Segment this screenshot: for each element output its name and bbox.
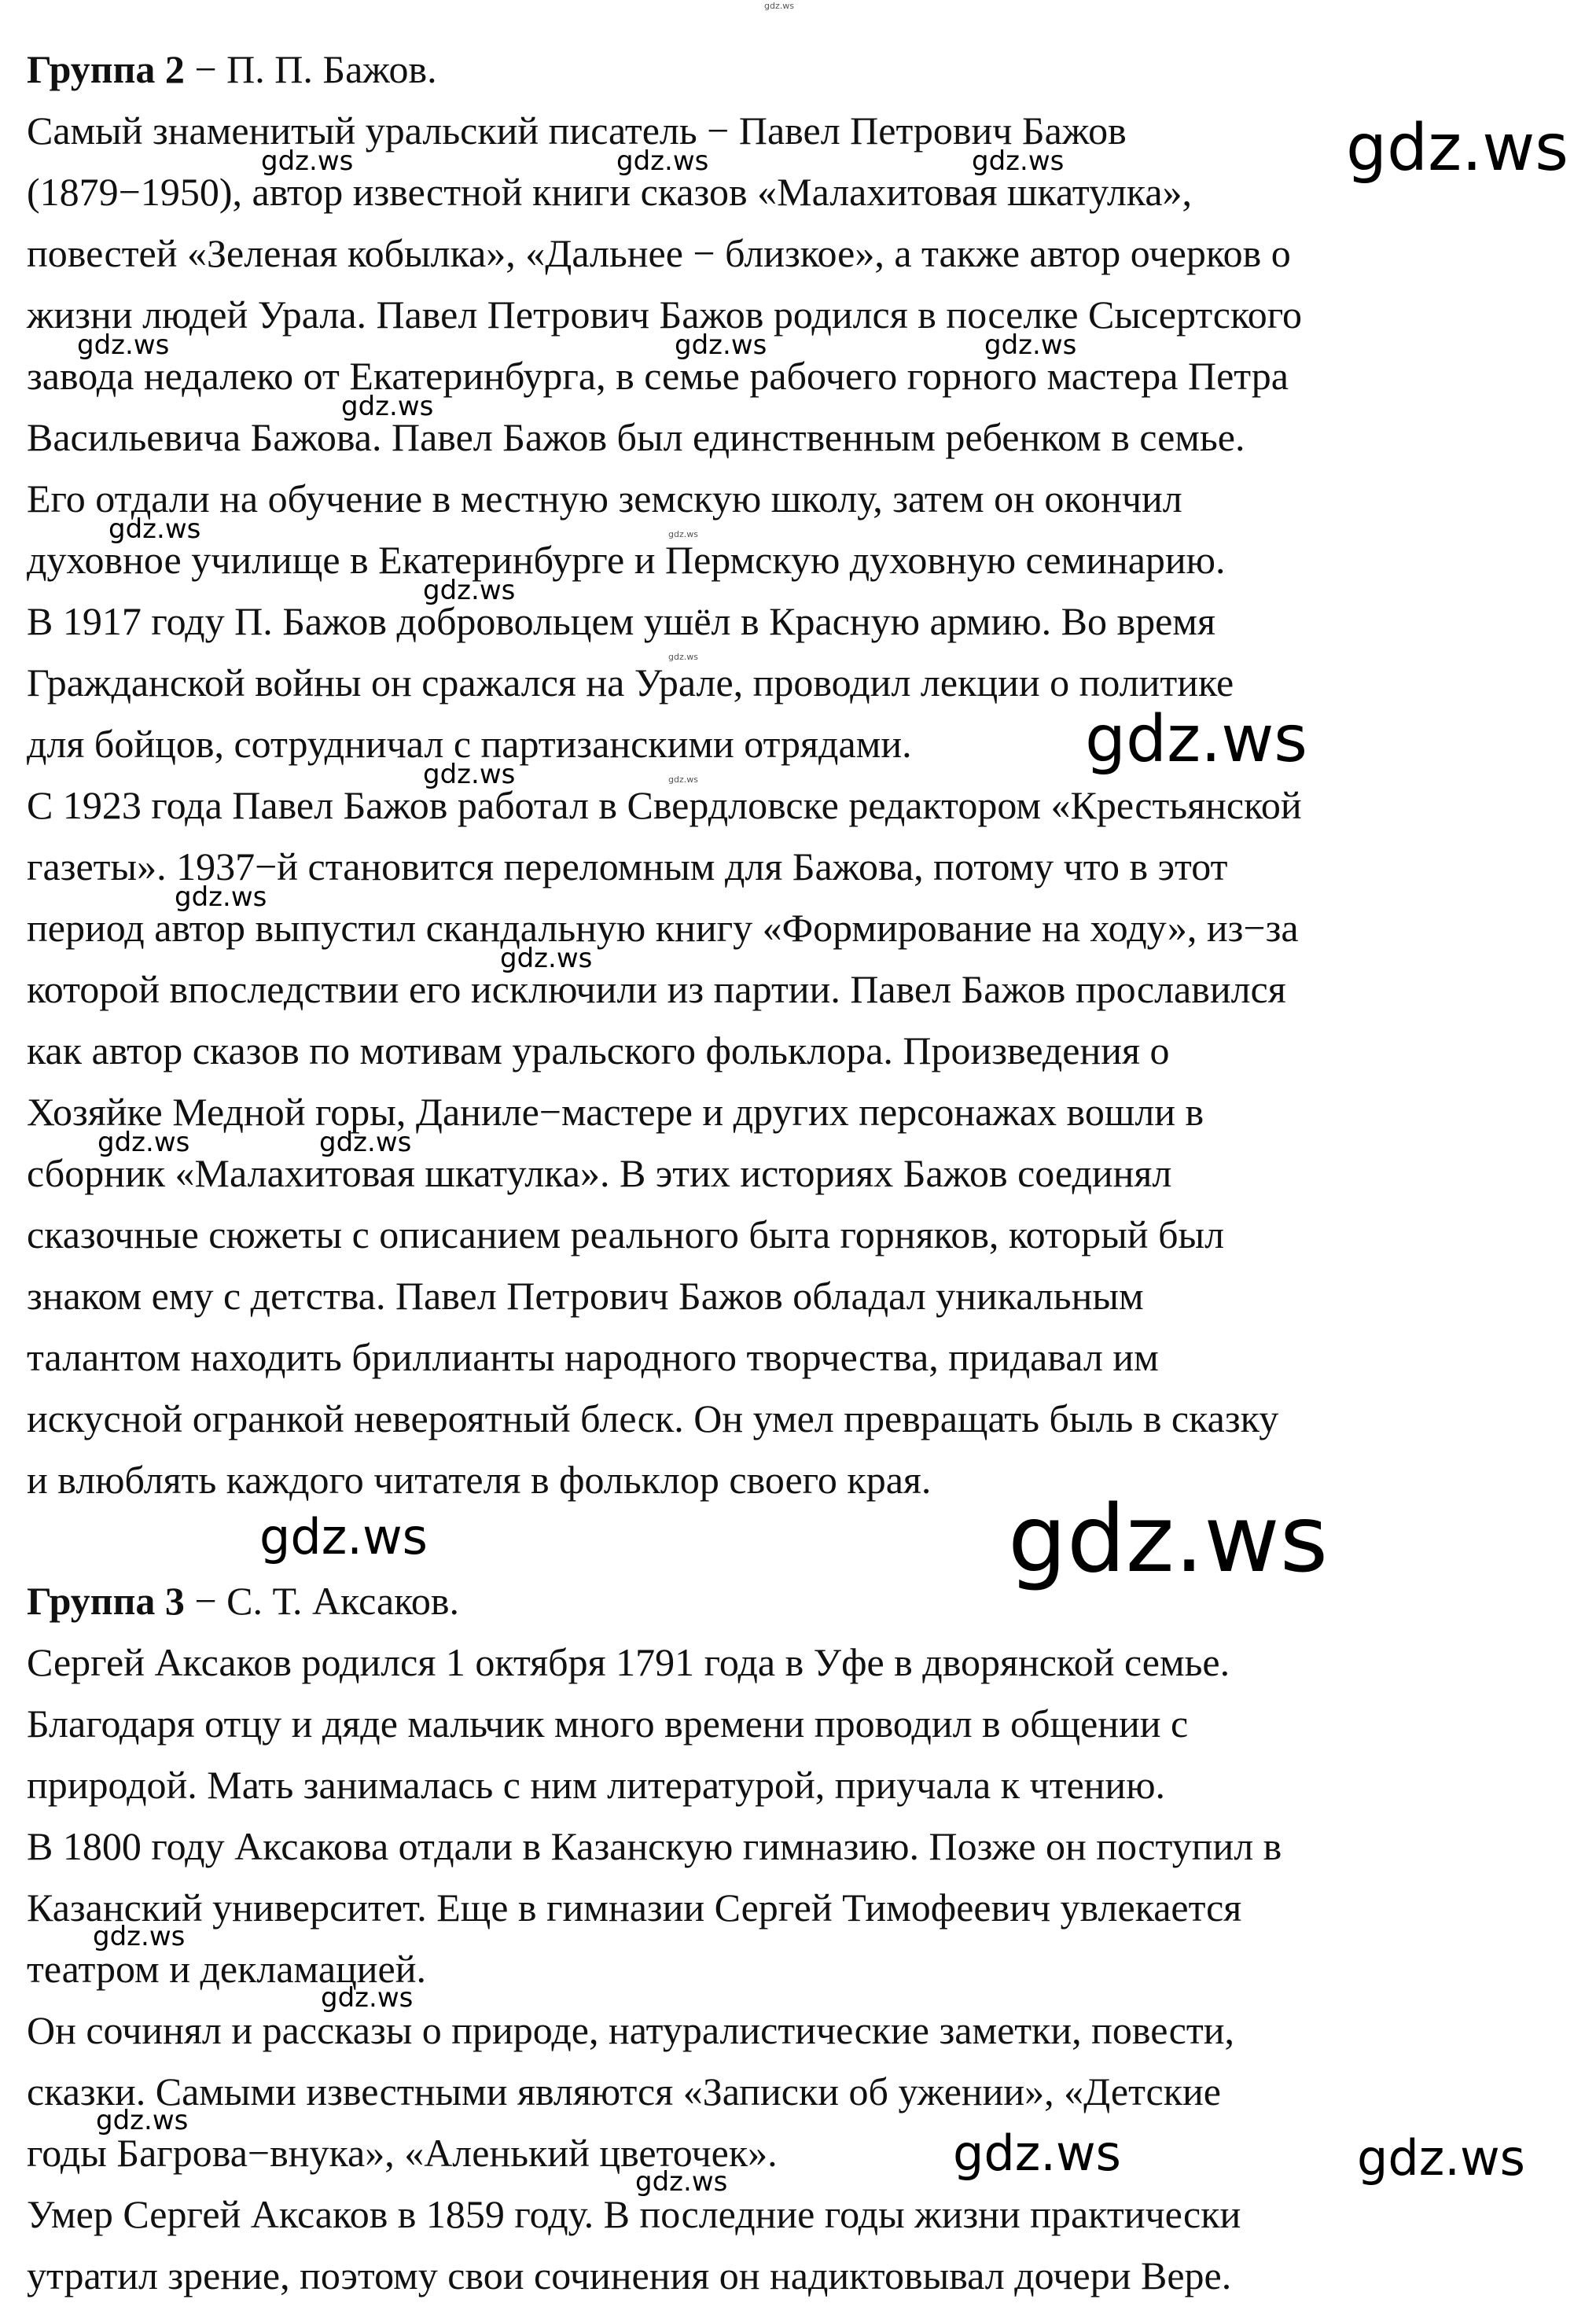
watermark: gdz.ws [500, 943, 593, 974]
watermark: gdz.ws [675, 329, 767, 361]
group2-line: искусной огранкой невероятный блеск. Он умел превращать быль в сказку [27, 1396, 1279, 1440]
watermark: gdz.ws [972, 145, 1065, 177]
group2-line: Его отдали на обучение в местную земскую школу, затем он окончил [27, 476, 1182, 521]
watermark: gdz.ws [259, 1508, 428, 1565]
group2-line: Самый знаменитый уральский писатель − Павел Петрович Бажов [27, 109, 1127, 153]
group3-line: утратил зрение, поэтому свои сочинения он надиктовывал дочери Вере. [27, 2253, 1232, 2297]
group3-heading [27, 1577, 459, 1624]
group3-heading-bold: Группа 3 [27, 1579, 185, 1623]
group2-line: С 1923 года Павел Бажов работал в Свердловске редактором «Крестьянской [27, 783, 1302, 827]
group2-line: завода недалеко от Екатеринбурга, в семье рабочего горного мастера Петра [27, 354, 1289, 398]
watermark: gdz.ws [77, 329, 170, 361]
watermark: gdz.ws [261, 145, 354, 177]
group2-line: Гражданской войны он сражался на Урале, проводил лекции о политике [27, 660, 1234, 705]
group2-line: которой впоследствии его исключили из партии. Павел Бажов прославился [27, 967, 1286, 1011]
group3-line: театром и декламацией. [27, 1947, 426, 1991]
group2-line: сборник «Малахитовая шкатулка». В этих историях Бажов соединял [27, 1151, 1172, 1195]
watermark: gdz.ws [96, 2105, 189, 2136]
watermark: gdz.ws [423, 575, 516, 606]
group2-line: сказочные сюжеты с описанием реального быта горняков, который был [27, 1212, 1225, 1256]
watermark: gdz.ws [984, 329, 1077, 361]
watermark: gdz.ws [668, 529, 698, 539]
group3-line: Благодаря отцу и дяде мальчик много времени проводил в общении с [27, 1701, 1189, 1746]
group2-line: Хозяйке Медной горы, Даниле−мастере и других персонажах вошли в [27, 1090, 1204, 1134]
watermark: gdz.ws [1008, 1484, 1329, 1593]
watermark: gdz.ws [635, 2166, 728, 2198]
group2-line: жизни людей Урала. Павел Петрович Бажов родился в поселке Сысертского [27, 292, 1302, 337]
group2-line: Васильевича Бажова. Павел Бажов был единственным ребенком в семье. [27, 415, 1245, 459]
group3-heading-rest: − С. Т. Аксаков. [184, 1579, 460, 1623]
group2-heading-bold: Группа 2 [27, 47, 185, 91]
group3-line: сказки. Самыми известными являются «Записки об ужении», «Детские [27, 2069, 1221, 2114]
watermark: gdz.ws [1085, 702, 1307, 777]
group2-line: повестей «Зеленая кобылка», «Дальнее − близкое», а также автор очерков о [27, 231, 1291, 275]
group3-line: Он сочинял и рассказы о природе, натуралистические заметки, повести, [27, 2008, 1234, 2052]
group2-line: и влюблять каждого читателя в фольклор своего края. [27, 1458, 932, 1502]
watermark: gdz.ws [175, 881, 267, 913]
group2-line: для бойцов, сотрудничал с партизанскими отрядами. [27, 722, 912, 766]
watermark: gdz.ws [1346, 111, 1568, 186]
group2-line: (1879−1950), автор известной книги сказов «Малахитовая шкатулка», [27, 170, 1193, 214]
group2-line: как автор сказов по мотивам уральского фольклора. Произведения о [27, 1028, 1170, 1072]
watermark: gdz.ws [341, 391, 434, 422]
watermark: gdz.ws [93, 1921, 186, 1952]
group2-line: газеты». 1937−й становится переломным для Бажова, потому что в этот [27, 844, 1228, 888]
group3-line: Сергей Аксаков родился 1 октября 1791 года в Уфе в дворянской семье. [27, 1640, 1230, 1684]
group2-heading [27, 46, 437, 93]
watermark: gdz.ws [321, 1982, 414, 2014]
group2-line: знаком ему с детства. Павел Петрович Бажов обладал уникальным [27, 1274, 1144, 1318]
group3-line: Казанский университет. Еще в гимназии Сергей Тимофеевич увлекается [27, 1885, 1242, 1930]
watermark: gdz.ws [764, 1, 794, 11]
group3-line: В 1800 году Аксакова отдали в Казанскую гимназию. Позже он поступил в [27, 1824, 1282, 1868]
group2-line: духовное училище в Екатеринбурге и Пермскую духовную семинарию. [27, 538, 1226, 582]
group2-line: период автор выпустил скандальную книгу «Формирование на ходу», из−за [27, 906, 1299, 950]
watermark: gdz.ws [1357, 2129, 1525, 2187]
group2-line: талантом находить бриллианты народного творчества, придавал им [27, 1335, 1159, 1379]
watermark: gdz.ws [616, 145, 709, 177]
watermark: gdz.ws [108, 513, 201, 545]
watermark: gdz.ws [953, 2125, 1121, 2182]
watermark: gdz.ws [97, 1127, 190, 1158]
group3-line: природой. Мать занималась с ним литературой, приучала к чтению. [27, 1763, 1166, 1807]
watermark: gdz.ws [423, 759, 516, 790]
watermark: gdz.ws [668, 774, 698, 785]
group3-line: Умер Сергей Аксаков в 1859 году. В последние годы жизни практически [27, 2192, 1241, 2236]
watermark: gdz.ws [668, 652, 698, 662]
group2-heading-rest: − П. П. Бажов. [184, 47, 437, 91]
watermark: gdz.ws [319, 1127, 412, 1158]
group3-line: годы Багрова−внука», «Аленький цветочек». [27, 2131, 778, 2175]
group2-line: В 1917 году П. Бажов добровольцем ушёл в Красную армию. Во время [27, 599, 1215, 643]
